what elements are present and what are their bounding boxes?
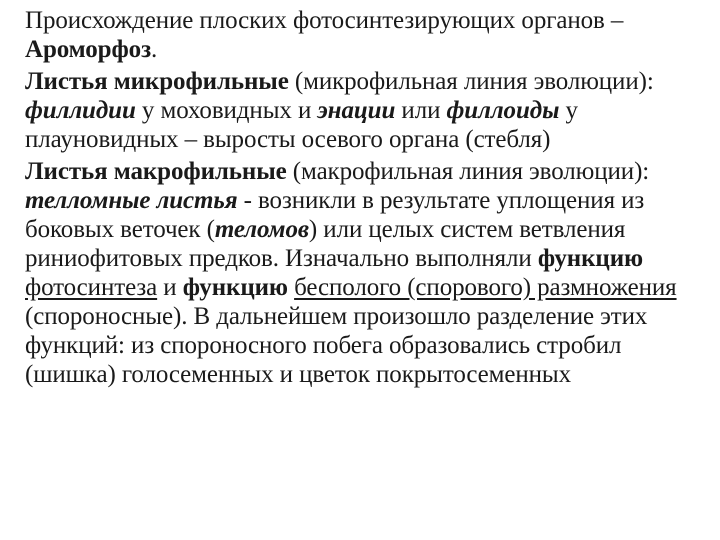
microphyll-line-text: (микрофильная линия эволюции): — [288, 68, 654, 95]
lycopods-text: у плауновидных – выросты осевого органа (стебля) — [25, 97, 578, 153]
macrophyll-line-text: (макрофильная линия эволюции): — [286, 158, 650, 185]
flattening-text: - возникли в результате уплощения из боковых веточек ( — [25, 187, 645, 243]
enations-term: энации — [317, 97, 396, 124]
telomes-term: теломов — [214, 216, 309, 243]
macrophyll-heading: Листья макрофильные — [25, 158, 287, 185]
photosynthesis-term: фотосинтеза — [25, 274, 158, 301]
telomic-leaves-term: телломные листья — [25, 187, 238, 214]
slide-text — [25, 6, 715, 389]
microphyll-heading: Листья микрофильные — [25, 68, 289, 95]
origin-period: . — [151, 36, 158, 63]
asexual-reproduction-term: бесполого (спорового) размножения — [294, 274, 677, 301]
paragraph-macrophyll — [25, 157, 715, 389]
phyllidia-term: филлидии — [25, 97, 136, 124]
phylloids-term: филлоиды — [446, 97, 560, 124]
branching-text: ) или целых систем ветвления риниофитовых предков. Изначально выполняли — [25, 216, 626, 272]
function-term-1: функцию — [537, 245, 644, 272]
aromorphosis-term: Ароморфоз — [25, 36, 152, 63]
separation-text: (спороносные). В дальнейшем произошло разделение этих функций: из спороносного побега образовались стробил (шишка) голосеменных и цветок покрытосеменных — [25, 303, 648, 388]
origin-text: Происхождение плоских фотосинтезирующих органов – — [25, 7, 624, 34]
paragraph-microphyll — [25, 67, 715, 154]
and-text: и — [157, 274, 183, 301]
mosses-text: у моховидных и — [135, 97, 318, 124]
or-text: или — [395, 97, 447, 124]
function-term-2: функцию — [182, 274, 288, 301]
paragraph-origin — [25, 6, 715, 64]
